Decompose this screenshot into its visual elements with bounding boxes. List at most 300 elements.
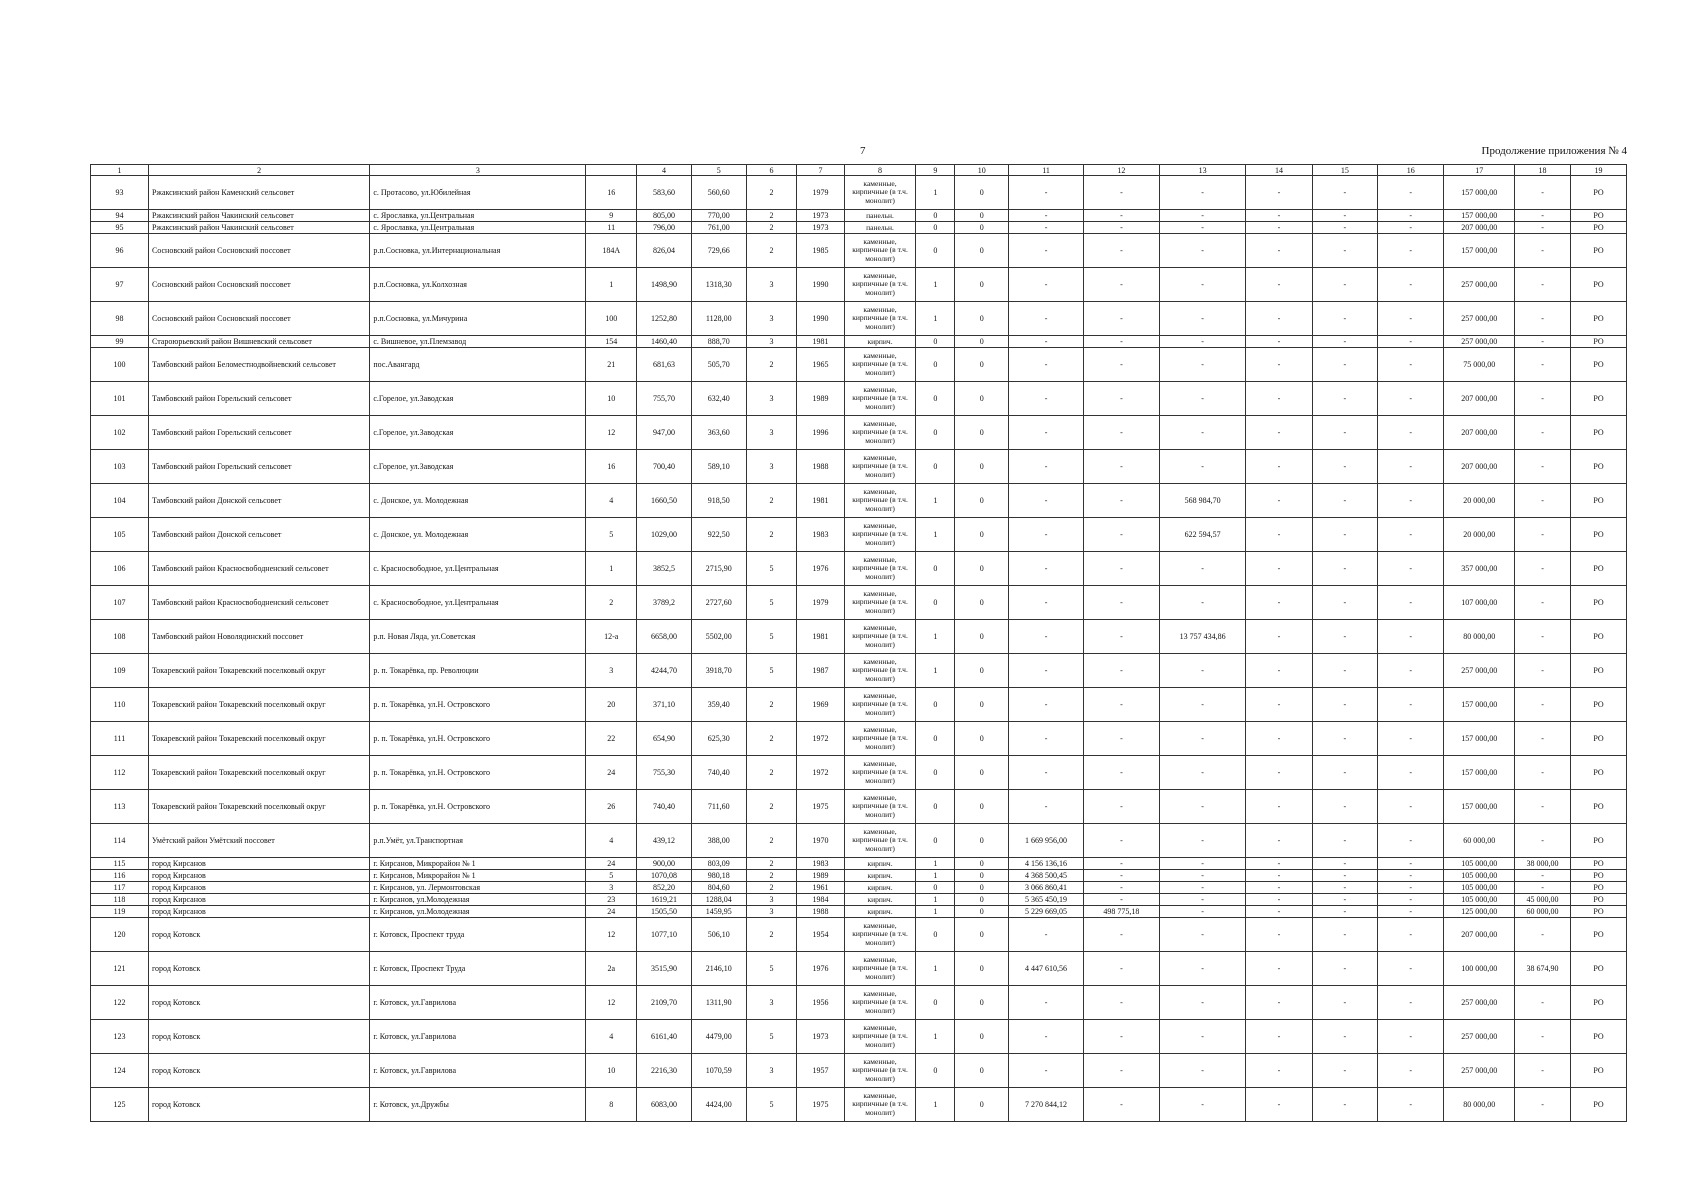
floors-cell: 2 [746, 722, 797, 756]
col-16-cell: - [1378, 882, 1444, 894]
col-16-cell: - [1378, 790, 1444, 824]
col-19-cell: РО [1570, 222, 1626, 234]
col-18-cell: - [1515, 756, 1571, 790]
house-number-cell: 1 [586, 552, 637, 586]
col-12-cell: - [1083, 416, 1159, 450]
living-area-cell: 711,60 [691, 790, 746, 824]
municipality-cell: город Кирсанов [148, 894, 369, 906]
table-row [91, 952, 1627, 986]
living-area-cell: 922,50 [691, 518, 746, 552]
row-number: 99 [91, 336, 149, 348]
living-area-cell: 1318,30 [691, 268, 746, 302]
col-13-cell: - [1159, 756, 1245, 790]
col-16-cell: - [1378, 484, 1444, 518]
municipality-cell: Тамбовский район Горельский сельсовет [148, 450, 369, 484]
col-18-cell: - [1515, 450, 1571, 484]
col-9-cell: 0 [916, 234, 955, 268]
col-9-cell: 1 [916, 1020, 955, 1054]
living-area-cell: 363,60 [691, 416, 746, 450]
living-area-cell: 359,40 [691, 688, 746, 722]
col-14-cell: - [1246, 176, 1312, 210]
col-18-cell: - [1515, 268, 1571, 302]
col-19-cell: РО [1570, 722, 1626, 756]
year-cell: 1996 [797, 416, 844, 450]
column-number-10: 9 [916, 165, 955, 176]
address-cell: р.п.Сосновка, ул.Колхозная [370, 268, 586, 302]
col-10-cell: 0 [955, 918, 1009, 952]
living-area-cell: 5502,00 [691, 620, 746, 654]
column-number-7: 6 [746, 165, 797, 176]
total-area-cell: 439,12 [637, 824, 692, 858]
col-9-cell: 1 [916, 1088, 955, 1122]
col-11-cell: 3 066 860,41 [1009, 882, 1084, 894]
col-14-cell: - [1246, 906, 1312, 918]
wall-material-cell: каменные, кирпичные (в т.ч. монолит) [844, 416, 916, 450]
col-17-cell: 207 000,00 [1444, 450, 1515, 484]
municipality-cell: город Кирсанов [148, 906, 369, 918]
col-9-cell: 1 [916, 176, 955, 210]
column-number-3: 3 [370, 165, 586, 176]
col-18-cell: - [1515, 824, 1571, 858]
col-11-cell: 5 229 669,05 [1009, 906, 1084, 918]
wall-material-cell: кирпич. [844, 882, 916, 894]
col-17-cell: 357 000,00 [1444, 552, 1515, 586]
house-number-cell: 9 [586, 210, 637, 222]
address-cell: г. Котовск, ул.Гаврилова [370, 1020, 586, 1054]
col-15-cell: - [1312, 302, 1377, 336]
col-14-cell: - [1246, 552, 1312, 586]
col-13-cell: - [1159, 906, 1245, 918]
floors-cell: 5 [746, 1020, 797, 1054]
row-number: 104 [91, 484, 149, 518]
house-number-cell: 5 [586, 518, 637, 552]
municipality-cell: город Кирсанов [148, 870, 369, 882]
col-9-cell: 0 [916, 210, 955, 222]
col-18-cell: - [1515, 382, 1571, 416]
col-13-cell: - [1159, 1088, 1245, 1122]
col-13-cell: - [1159, 952, 1245, 986]
col-9-cell: 0 [916, 688, 955, 722]
row-number: 114 [91, 824, 149, 858]
col-16-cell: - [1378, 654, 1444, 688]
col-13-cell: - [1159, 222, 1245, 234]
year-cell: 1973 [797, 1020, 844, 1054]
floors-cell: 5 [746, 952, 797, 986]
municipality-cell: город Кирсанов [148, 858, 369, 870]
col-14-cell: - [1246, 986, 1312, 1020]
col-13-cell: - [1159, 210, 1245, 222]
row-number: 115 [91, 858, 149, 870]
col-9-cell: 0 [916, 918, 955, 952]
col-11-cell: 7 270 844,12 [1009, 1088, 1084, 1122]
col-14-cell: - [1246, 688, 1312, 722]
col-13-cell: - [1159, 986, 1245, 1020]
living-area-cell: 1288,04 [691, 894, 746, 906]
living-area-cell: 770,00 [691, 210, 746, 222]
wall-material-cell: каменные, кирпичные (в т.ч. монолит) [844, 654, 916, 688]
col-17-cell: 257 000,00 [1444, 986, 1515, 1020]
col-18-cell: - [1515, 484, 1571, 518]
house-number-cell: 5 [586, 870, 637, 882]
column-number-19: 18 [1515, 165, 1571, 176]
total-area-cell: 3515,90 [637, 952, 692, 986]
table-row [91, 1020, 1627, 1054]
column-number-8: 7 [797, 165, 844, 176]
col-11-cell: - [1009, 518, 1084, 552]
floors-cell: 2 [746, 222, 797, 234]
year-cell: 1981 [797, 484, 844, 518]
living-area-cell: 505,70 [691, 348, 746, 382]
house-number-cell: 3 [586, 654, 637, 688]
col-12-cell: - [1083, 484, 1159, 518]
row-number: 122 [91, 986, 149, 1020]
house-number-cell: 26 [586, 790, 637, 824]
col-10-cell: 0 [955, 586, 1009, 620]
col-19-cell: РО [1570, 756, 1626, 790]
living-area-cell: 625,30 [691, 722, 746, 756]
house-number-cell: 12 [586, 986, 637, 1020]
col-16-cell: - [1378, 176, 1444, 210]
wall-material-cell: каменные, кирпичные (в т.ч. монолит) [844, 1088, 916, 1122]
col-18-cell: - [1515, 348, 1571, 382]
year-cell: 1981 [797, 620, 844, 654]
floors-cell: 3 [746, 894, 797, 906]
col-15-cell: - [1312, 688, 1377, 722]
row-number: 118 [91, 894, 149, 906]
living-area-cell: 506,10 [691, 918, 746, 952]
floors-cell: 2 [746, 234, 797, 268]
living-area-cell: 632,40 [691, 382, 746, 416]
col-17-cell: 157 000,00 [1444, 756, 1515, 790]
col-10-cell: 0 [955, 870, 1009, 882]
year-cell: 1970 [797, 824, 844, 858]
col-17-cell: 157 000,00 [1444, 210, 1515, 222]
col-9-cell: 0 [916, 824, 955, 858]
column-number-1: 1 [91, 165, 149, 176]
col-11-cell: - [1009, 268, 1084, 302]
column-number-20: 19 [1570, 165, 1626, 176]
col-14-cell: - [1246, 824, 1312, 858]
municipality-cell: Сосновский район Сосновский поссовет [148, 302, 369, 336]
col-15-cell: - [1312, 336, 1377, 348]
house-number-cell: 2а [586, 952, 637, 986]
living-area-cell: 729,66 [691, 234, 746, 268]
total-area-cell: 1460,40 [637, 336, 692, 348]
column-number-row [91, 165, 1627, 176]
municipality-cell: Тамбовский район Донской сельсовет [148, 484, 369, 518]
col-10-cell: 0 [955, 484, 1009, 518]
table-row [91, 790, 1627, 824]
floors-cell: 2 [746, 348, 797, 382]
col-19-cell: РО [1570, 654, 1626, 688]
col-17-cell: 105 000,00 [1444, 894, 1515, 906]
col-12-cell: - [1083, 1054, 1159, 1088]
total-area-cell: 6161,40 [637, 1020, 692, 1054]
col-15-cell: - [1312, 918, 1377, 952]
col-16-cell: - [1378, 1020, 1444, 1054]
col-10-cell: 0 [955, 906, 1009, 918]
col-9-cell: 0 [916, 416, 955, 450]
col-16-cell: - [1378, 586, 1444, 620]
col-10-cell: 0 [955, 518, 1009, 552]
col-14-cell: - [1246, 222, 1312, 234]
floors-cell: 2 [746, 484, 797, 518]
col-12-cell: - [1083, 756, 1159, 790]
address-cell: с. Ярославка, ул.Центральная [370, 222, 586, 234]
col-19-cell: РО [1570, 450, 1626, 484]
col-10-cell: 0 [955, 986, 1009, 1020]
col-12-cell: - [1083, 450, 1159, 484]
col-15-cell: - [1312, 1088, 1377, 1122]
col-19-cell: РО [1570, 176, 1626, 210]
wall-material-cell: каменные, кирпичные (в т.ч. монолит) [844, 450, 916, 484]
col-15-cell: - [1312, 176, 1377, 210]
col-12-cell: - [1083, 870, 1159, 882]
col-12-cell: - [1083, 824, 1159, 858]
col-15-cell: - [1312, 268, 1377, 302]
col-10-cell: 0 [955, 654, 1009, 688]
col-12-cell: - [1083, 952, 1159, 986]
address-cell: с. Красносвободное, ул.Центральная [370, 586, 586, 620]
col-16-cell: - [1378, 918, 1444, 952]
total-area-cell: 900,00 [637, 858, 692, 870]
col-13-cell: - [1159, 552, 1245, 586]
address-cell: р. п. Токарёвка, ул.Н. Островского [370, 790, 586, 824]
total-area-cell: 1077,10 [637, 918, 692, 952]
col-13-cell: - [1159, 918, 1245, 952]
living-area-cell: 761,00 [691, 222, 746, 234]
living-area-cell: 388,00 [691, 824, 746, 858]
col-16-cell: - [1378, 906, 1444, 918]
house-number-cell: 12 [586, 416, 637, 450]
table-row [91, 210, 1627, 222]
col-12-cell: - [1083, 918, 1159, 952]
col-12-cell: - [1083, 348, 1159, 382]
row-number: 103 [91, 450, 149, 484]
floors-cell: 2 [746, 210, 797, 222]
total-area-cell: 1619,21 [637, 894, 692, 906]
wall-material-cell: каменные, кирпичные (в т.ч. монолит) [844, 176, 916, 210]
col-10-cell: 0 [955, 882, 1009, 894]
col-15-cell: - [1312, 620, 1377, 654]
col-10-cell: 0 [955, 222, 1009, 234]
col-14-cell: - [1246, 416, 1312, 450]
col-16-cell: - [1378, 210, 1444, 222]
col-9-cell: 1 [916, 858, 955, 870]
col-15-cell: - [1312, 518, 1377, 552]
col-17-cell: 20 000,00 [1444, 484, 1515, 518]
floors-cell: 2 [746, 858, 797, 870]
col-11-cell: - [1009, 416, 1084, 450]
year-cell: 1976 [797, 552, 844, 586]
col-16-cell: - [1378, 688, 1444, 722]
col-9-cell: 1 [916, 268, 955, 302]
col-18-cell: 38 000,00 [1515, 858, 1571, 870]
col-11-cell: - [1009, 986, 1084, 1020]
column-number-9: 8 [844, 165, 916, 176]
col-14-cell: - [1246, 336, 1312, 348]
col-19-cell: РО [1570, 484, 1626, 518]
wall-material-cell: каменные, кирпичные (в т.ч. монолит) [844, 824, 916, 858]
col-13-cell: 13 757 434,86 [1159, 620, 1245, 654]
col-11-cell: - [1009, 688, 1084, 722]
col-10-cell: 0 [955, 336, 1009, 348]
col-12-cell: - [1083, 336, 1159, 348]
col-17-cell: 100 000,00 [1444, 952, 1515, 986]
col-10-cell: 0 [955, 858, 1009, 870]
column-number-17: 16 [1378, 165, 1444, 176]
table-row [91, 654, 1627, 688]
table-row [91, 688, 1627, 722]
col-10-cell: 0 [955, 824, 1009, 858]
col-11-cell: - [1009, 450, 1084, 484]
col-12-cell: - [1083, 722, 1159, 756]
total-area-cell: 826,04 [637, 234, 692, 268]
house-number-cell: 4 [586, 484, 637, 518]
col-19-cell: РО [1570, 416, 1626, 450]
col-14-cell: - [1246, 210, 1312, 222]
col-18-cell: - [1515, 1054, 1571, 1088]
row-number: 110 [91, 688, 149, 722]
col-15-cell: - [1312, 756, 1377, 790]
col-11-cell: - [1009, 790, 1084, 824]
col-16-cell: - [1378, 234, 1444, 268]
total-area-cell: 740,40 [637, 790, 692, 824]
col-17-cell: 157 000,00 [1444, 790, 1515, 824]
col-14-cell: - [1246, 518, 1312, 552]
floors-cell: 2 [746, 882, 797, 894]
col-14-cell: - [1246, 952, 1312, 986]
total-area-cell: 3789,2 [637, 586, 692, 620]
col-9-cell: 1 [916, 484, 955, 518]
col-10-cell: 0 [955, 176, 1009, 210]
row-number: 102 [91, 416, 149, 450]
col-10-cell: 0 [955, 450, 1009, 484]
col-19-cell: РО [1570, 870, 1626, 882]
col-9-cell: 0 [916, 336, 955, 348]
col-13-cell: 568 984,70 [1159, 484, 1245, 518]
house-number-cell: 11 [586, 222, 637, 234]
col-14-cell: - [1246, 790, 1312, 824]
col-11-cell: 4 156 136,16 [1009, 858, 1084, 870]
col-12-cell: 498 775,18 [1083, 906, 1159, 918]
col-17-cell: 107 000,00 [1444, 586, 1515, 620]
column-number-18: 17 [1444, 165, 1515, 176]
col-19-cell: РО [1570, 620, 1626, 654]
year-cell: 1988 [797, 450, 844, 484]
year-cell: 1983 [797, 518, 844, 552]
col-16-cell: - [1378, 1088, 1444, 1122]
col-12-cell: - [1083, 176, 1159, 210]
house-number-cell: 16 [586, 176, 637, 210]
wall-material-cell: панельн. [844, 222, 916, 234]
col-16-cell: - [1378, 824, 1444, 858]
total-area-cell: 805,00 [637, 210, 692, 222]
row-number: 112 [91, 756, 149, 790]
municipality-cell: Тамбовский район Донской сельсовет [148, 518, 369, 552]
col-11-cell: - [1009, 348, 1084, 382]
col-18-cell: - [1515, 416, 1571, 450]
total-area-cell: 371,10 [637, 688, 692, 722]
col-15-cell: - [1312, 882, 1377, 894]
total-area-cell: 852,20 [637, 882, 692, 894]
col-9-cell: 1 [916, 654, 955, 688]
address-cell: г. Котовск, ул.Дружбы [370, 1088, 586, 1122]
col-11-cell: - [1009, 222, 1084, 234]
year-cell: 1988 [797, 906, 844, 918]
row-number: 123 [91, 1020, 149, 1054]
col-14-cell: - [1246, 234, 1312, 268]
col-16-cell: - [1378, 302, 1444, 336]
total-area-cell: 583,60 [637, 176, 692, 210]
col-14-cell: - [1246, 894, 1312, 906]
year-cell: 1972 [797, 756, 844, 790]
living-area-cell: 4479,00 [691, 1020, 746, 1054]
col-18-cell: - [1515, 688, 1571, 722]
municipality-cell: Ржаксинский район Чакинский сельсовет [148, 222, 369, 234]
floors-cell: 5 [746, 1088, 797, 1122]
col-17-cell: 20 000,00 [1444, 518, 1515, 552]
col-14-cell: - [1246, 268, 1312, 302]
col-11-cell: - [1009, 484, 1084, 518]
col-12-cell: - [1083, 882, 1159, 894]
municipality-cell: Тамбовский район Красносвободненский сельсовет [148, 586, 369, 620]
living-area-cell: 740,40 [691, 756, 746, 790]
year-cell: 1990 [797, 268, 844, 302]
col-14-cell: - [1246, 756, 1312, 790]
col-18-cell: - [1515, 790, 1571, 824]
col-14-cell: - [1246, 450, 1312, 484]
address-cell: г. Кирсанов, ул.Молодежная [370, 906, 586, 918]
page-number: 7 [860, 145, 866, 157]
col-10-cell: 0 [955, 722, 1009, 756]
col-10-cell: 0 [955, 620, 1009, 654]
municipality-cell: Сосновский район Сосновский поссовет [148, 268, 369, 302]
table-row [91, 906, 1627, 918]
wall-material-cell: каменные, кирпичные (в т.ч. монолит) [844, 518, 916, 552]
total-area-cell: 755,70 [637, 382, 692, 416]
wall-material-cell: каменные, кирпичные (в т.ч. монолит) [844, 552, 916, 586]
col-10-cell: 0 [955, 382, 1009, 416]
col-16-cell: - [1378, 382, 1444, 416]
total-area-cell: 1070,08 [637, 870, 692, 882]
address-cell: с.Горелое, ул.Заводская [370, 450, 586, 484]
col-10-cell: 0 [955, 1054, 1009, 1088]
total-area-cell: 947,00 [637, 416, 692, 450]
floors-cell: 3 [746, 906, 797, 918]
col-14-cell: - [1246, 382, 1312, 416]
col-12-cell: - [1083, 858, 1159, 870]
col-14-cell: - [1246, 870, 1312, 882]
col-12-cell: - [1083, 1020, 1159, 1054]
col-17-cell: 257 000,00 [1444, 1054, 1515, 1088]
year-cell: 1975 [797, 790, 844, 824]
year-cell: 1987 [797, 654, 844, 688]
col-18-cell: - [1515, 722, 1571, 756]
address-cell: р.п. Новая Ляда, ул.Советская [370, 620, 586, 654]
municipality-cell: Токаревский район Токаревский поселковый округ [148, 756, 369, 790]
municipality-cell: город Котовск [148, 952, 369, 986]
col-18-cell: - [1515, 302, 1571, 336]
year-cell: 1989 [797, 870, 844, 882]
living-area-cell: 1311,90 [691, 986, 746, 1020]
address-cell: р.п.Сосновка, ул.Интернациональная [370, 234, 586, 268]
col-10-cell: 0 [955, 234, 1009, 268]
col-11-cell: 4 447 610,56 [1009, 952, 1084, 986]
row-number: 106 [91, 552, 149, 586]
year-cell: 1989 [797, 382, 844, 416]
col-19-cell: РО [1570, 234, 1626, 268]
